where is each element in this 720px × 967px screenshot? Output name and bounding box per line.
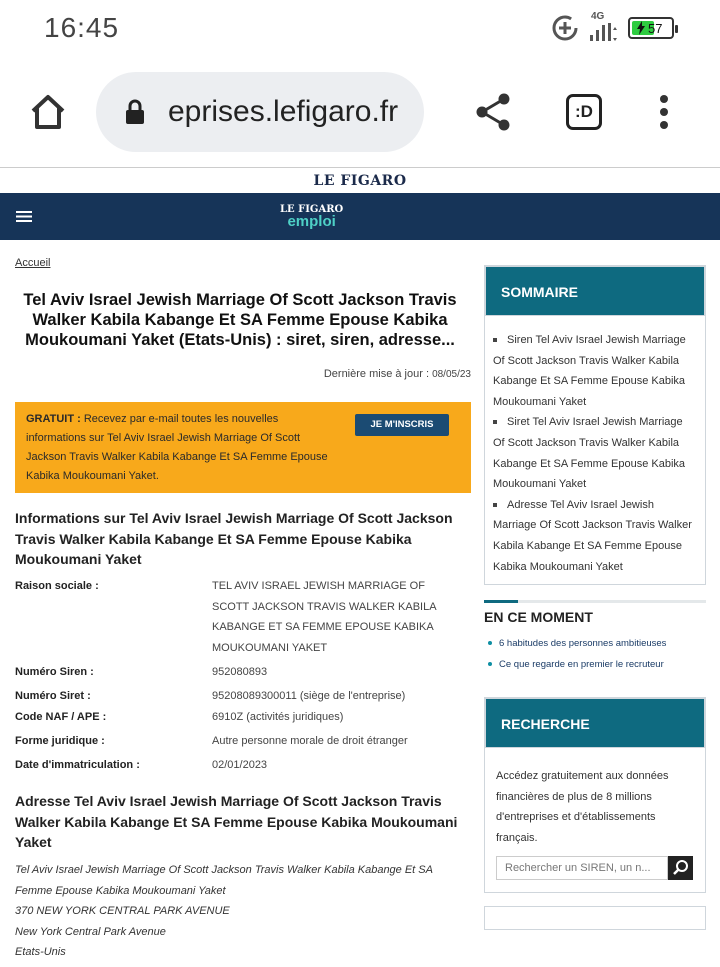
- bullet-icon: [493, 338, 497, 342]
- url-text[interactable]: eprises.lefigaro.fr: [168, 95, 399, 128]
- last-update: [324, 368, 471, 380]
- address-line: Etats-Unis: [15, 946, 66, 959]
- forme-juridique-label: Forme juridique :: [15, 735, 105, 747]
- moment-item[interactable]: [488, 638, 666, 649]
- newsletter-body: Recevez par e-mail toutes les nouvelles informations sur Tel Aviv Israel Jewish Marriage Of Scott Jackson Travis Walker Kabila Kabange Et SA Femme Epouse Kabika Moukoumani Yaket.: [26, 413, 328, 482]
- sommaire-box: [484, 265, 706, 585]
- lock-icon[interactable]: [124, 99, 146, 125]
- tab-switcher-button[interactable]: [566, 94, 602, 130]
- emploi-logo[interactable]: [280, 204, 344, 230]
- subscribe-button[interactable]: JE M'INSCRIS: [355, 414, 449, 436]
- signal-icon: [588, 13, 620, 43]
- last-update-label: Dernière mise à jour :: [323, 368, 429, 380]
- siren-search-input[interactable]: Rechercher un SIREN, un n...: [496, 856, 668, 880]
- siret-value: 95208089300011 (siège de l'entreprise): [212, 690, 406, 702]
- empty-box: [484, 906, 706, 930]
- tab-switcher-label: :D: [575, 102, 593, 121]
- address-heading: Adresse Tel Aviv Israel Jewish Marriage Of Scott Jackson Travis Walker Kabila Kabange Et SA Femme Epouse Kabika Moukoumani Yaket: [15, 793, 458, 850]
- navbar: [0, 193, 720, 240]
- info-heading: Informations sur Tel Aviv Israel Jewish Marriage Of Scott Jackson Travis Walker Kabila Kabange Et SA Femme Epouse Kabika Moukoumani Yaket: [15, 510, 453, 567]
- moment-item[interactable]: [488, 659, 664, 670]
- date-immat-label: Date d'immatriculation :: [15, 759, 140, 771]
- bullet-icon: [493, 420, 497, 424]
- address-line: Tel Aviv Israel Jewish Marriage Of Scott Jackson Travis Walker Kabila Kabange Et SA Femme Epouse Kabika Moukoumani Yaket: [15, 864, 433, 897]
- last-update-date: 08/05/23: [432, 369, 471, 380]
- data-saver-icon: [550, 13, 580, 43]
- raison-sociale-label: Raison sociale :: [15, 580, 99, 592]
- breadcrumb[interactable]: Accueil: [15, 257, 51, 269]
- address-line: New York Central Park Avenue: [15, 925, 166, 938]
- date-immat-value: 02/01/2023: [212, 759, 268, 771]
- address-block: [15, 860, 471, 963]
- recherche-title: RECHERCHE: [485, 698, 705, 748]
- address-bar[interactable]: [96, 72, 424, 152]
- sommaire-item-label[interactable]: Siret Tel Aviv Israel Jewish Marriage Of Scott Jackson Travis Walker Kabila Kabange Et SA Femme Epouse Kabika Moukoumani Yaket: [493, 416, 686, 491]
- more-menu-icon[interactable]: [657, 94, 671, 130]
- signal-indicator: [588, 13, 620, 43]
- siren-value: 952080893: [212, 666, 268, 678]
- home-icon[interactable]: [28, 92, 68, 132]
- raison-sociale-value: TEL AVIV ISRAEL JEWISH MARRIAGE OF SCOTT JACKSON TRAVIS WALKER KABILA KABANGE ET SA FEMME EPOUSE KABIKA MOUKOUMANI YAKET: [212, 580, 436, 654]
- newsletter-bold: GRATUIT :: [26, 413, 81, 425]
- section-divider: [484, 600, 706, 603]
- page-title: Tel Aviv Israel Jewish Marriage Of Scott Jackson Travis Walker Kabila Kabange Et SA Femme Epouse Kabika Moukoumani Yaket (Etats-Unis) : siret, siren, adresse...: [23, 291, 457, 349]
- recherche-text: Accédez gratuitement aux données financières de plus de 8 millions d'entreprises et d'établissements français.: [496, 770, 669, 844]
- sommaire-item-label[interactable]: Siren Tel Aviv Israel Jewish Marriage Of Scott Jackson Travis Walker Kabila Kabange Et SA Femme Epouse Kabika Moukoumani Yaket: [493, 334, 686, 408]
- sommaire-item-siret[interactable]: [493, 412, 693, 494]
- moment-item-label[interactable]: Ce que regarde en premier le recruteur: [499, 659, 664, 670]
- site-logo[interactable]: LE FIGARO: [313, 173, 407, 189]
- siret-label: Numéro Siret :: [15, 690, 91, 702]
- emploi-logo-bottom: emploi: [287, 213, 336, 230]
- sommaire-title: SOMMAIRE: [485, 266, 705, 316]
- hamburger-menu-icon[interactable]: [16, 210, 32, 223]
- siren-label: Numéro Siren :: [15, 666, 94, 678]
- clock: 16:45: [44, 12, 120, 43]
- network-type: 4G: [591, 11, 605, 22]
- share-icon[interactable]: [474, 92, 512, 132]
- section-divider-accent: [484, 600, 518, 603]
- bullet-icon: [493, 503, 497, 507]
- naf-value: 6910Z (activités juridiques): [212, 711, 344, 723]
- sommaire-list: [493, 330, 693, 577]
- search-icon: [668, 856, 693, 880]
- newsletter-banner: [15, 402, 471, 493]
- status-icons: [550, 10, 674, 46]
- newsletter-text: [26, 410, 336, 486]
- battery-level: 57: [648, 20, 663, 36]
- moment-item-label[interactable]: 6 habitudes des personnes ambitieuses: [499, 638, 667, 649]
- search-button[interactable]: [668, 856, 693, 880]
- browser-toolbar: [0, 60, 720, 168]
- forme-juridique-value: Autre personne morale de droit étranger: [212, 735, 408, 747]
- address-line: 370 NEW YORK CENTRAL PARK AVENUE: [15, 905, 230, 918]
- dot-icon: [488, 641, 492, 645]
- status-bar: [0, 0, 720, 60]
- sommaire-item-label[interactable]: Adresse Tel Aviv Israel Jewish Marriage Of Scott Jackson Travis Walker Kabila Kabange Et SA Femme Epouse Kabika Moukoumani Yaket: [493, 498, 692, 573]
- site-logo-bar: [0, 169, 720, 193]
- battery-icon: [628, 17, 674, 39]
- dot-icon: [488, 662, 492, 666]
- sommaire-item-adresse[interactable]: [493, 495, 693, 577]
- naf-label: Code NAF / APE :: [15, 711, 107, 723]
- moment-title: EN CE MOMENT: [484, 609, 593, 625]
- emploi-logo-top: LE FIGARO: [280, 204, 344, 215]
- sommaire-item-siren[interactable]: [493, 330, 693, 412]
